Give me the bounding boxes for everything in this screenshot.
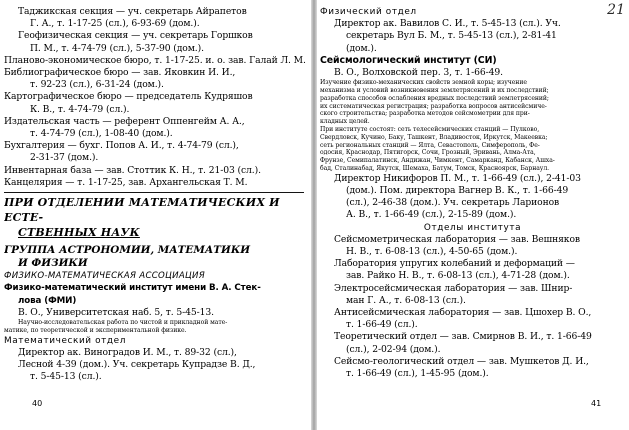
seismo-institute-title: Сейсмологический институт (СИ)	[320, 54, 497, 66]
director-line: (дом.). Пом. директора Вагнер В. К., т. 1-66-49	[346, 184, 569, 196]
math-dept-line: т. 5-45-13 (сл.).	[30, 371, 102, 383]
phys-dept-line: секретарь Вул Б. М., т. 5-45-13 (сл.), 2-81-41	[346, 30, 557, 42]
seismo-description-line: Изучение физико-механических свойств земной коры; изучение	[320, 79, 527, 87]
institute-name-line1: Физико-математический институт имени В. А. Стек-	[4, 283, 261, 294]
directory-entry-line: Издательская часть — референт Оппенгейм А. А.,	[4, 115, 245, 127]
seismo-stations-list	[320, 126, 625, 173]
directory-entry-line: Инвентарная база — зав. Стоттик К. Н., т. 21-03 (сл.).	[4, 164, 261, 176]
station-list-line: одосия, Краснодар, Пятигорск, Сочи, Грозный, Эривань, Алма-Ата,	[320, 149, 536, 157]
right-page	[320, 6, 625, 426]
directory-entry-line: К. В., т. 4-74-79 (сл.).	[30, 103, 130, 115]
directory-entry-line: Бухгалтерия — бухг. Попов А. И., т. 4-74-79 (сл.),	[4, 140, 239, 152]
dept-entry-line: зав. Райко Н. В., т. 6-08-13 (сл.), 4-71-28 (дом.).	[346, 270, 570, 282]
math-dept-lines	[4, 347, 308, 384]
institute-description-line1: Научно-исследовательская работа по чистой и прикладной мате-	[18, 319, 228, 327]
director-line: Директор Никифоров П. М., т. 1-66-49 (сл.), 2-41-03	[334, 172, 581, 184]
math-dept-heading: Математический отдел	[4, 335, 126, 346]
director-line: (сл.), 2-46-38 (дом.). Уч. секретарь Ларионов	[346, 197, 560, 209]
directory-entry-line: Канцелярия — т. 1-17-25, зав. Архангельская Т. М.	[4, 176, 248, 188]
dept-entry-line: Лаборатория упругих колебаний и деформаций —	[334, 258, 575, 270]
left-page	[4, 6, 308, 426]
directory-entry-line: Планово-экономическое бюро, т. 1-17-25. и. о. зав. Галай Л. М.	[4, 54, 306, 66]
dept-entry-line: Н. В., т. 6-08-13 (сл.), 4-50-65 (дом.).	[346, 246, 518, 257]
seismo-description-line: ского строительства; разработка методов сейсмометрии для при-	[320, 110, 530, 118]
math-dept-line: Лесной 4-39 (дом.). Уч. секретарь Купрадзе В. Д.,	[18, 359, 256, 371]
phys-dept-line: Директор ак. Вавилов С. И., т. 5-45-13 (сл.). Уч.	[334, 18, 561, 30]
institute-dept-lines	[320, 234, 625, 380]
directory-entry-line: Таджикская секция — уч. секретарь Айрапетов	[18, 6, 247, 17]
directory-entry-line: Картографическое бюро — председатель Кудряшов	[4, 91, 253, 103]
book-gutter	[311, 0, 317, 430]
institute-depts-heading: Отделы института	[423, 222, 522, 233]
group-heading-line2: И ФИЗИКИ	[18, 257, 88, 270]
phys-dept-heading: Физический отдел	[320, 7, 417, 17]
seismo-description-line: механизма и условий возникновения землетрясений и их последствий;	[320, 87, 549, 95]
dept-entry-line: (сл.), 2-02-94 (дом.).	[346, 343, 441, 355]
section-heading-line2: СТВЕННЫХ НАУК	[18, 226, 140, 240]
directory-entry-line: 2-31-37 (дом.).	[30, 152, 99, 164]
directory-entry-line: Г. А., т. 1-17-25 (сл.), 6-93-69 (дом.).	[30, 18, 200, 30]
left-page-number: 40	[32, 399, 43, 408]
dept-entry-line: т. 1-66-49 (сл.).	[346, 319, 418, 331]
group-heading-line1: ГРУППА АСТРОНОМИИ, МАТЕМАТИКИ	[4, 244, 251, 257]
directory-entry-line: Геофизическая секция — уч. секретарь Горшков	[18, 30, 253, 42]
phys-dept-lines	[320, 18, 625, 55]
directory-entry-line: т. 4-74-79 (сл.), 1-08-40 (дом.).	[30, 128, 173, 140]
station-list-line: сеть региональных станций — Ялта, Севастополь, Симферополь, Фе-	[320, 141, 540, 149]
seismo-description-line: кладных целей.	[320, 118, 370, 126]
corner-handwritten-mark: 21	[607, 2, 625, 18]
institute-address: В. О., Университетская наб. 5, т. 5-45-13.	[18, 306, 214, 318]
station-list-line: бад, Сталинабад, Якутск, Шемаха, Батум, Томск, Красноярск, Барнаул.	[320, 164, 550, 172]
directory-entry-line: т. 92-23 (сл.), 6-31-24 (дом.).	[30, 79, 164, 91]
dept-entry-line: Электросейсмическая лаборатория — зав. Шнир-	[334, 282, 573, 294]
seismo-director-lines	[320, 173, 625, 222]
association-heading: ФИЗИКО-МАТЕМАТИЧЕСКАЯ АССОЦИАЦИЯ	[4, 271, 205, 282]
dept-entry-line: Антисейсмическая лаборатория — зав. Цшохер В. О.,	[334, 307, 592, 319]
math-dept-line: Директор ак. Виноградов И. М., т. 89-32 (сл.),	[18, 346, 237, 358]
director-line: А. В., т. 1-66-49 (сл.), 2-15-89 (дом.).	[346, 209, 517, 221]
institute-description-line2: матике, по теоретической и экспериментальной физике.	[4, 326, 187, 334]
phys-dept-line: (дом.).	[346, 42, 377, 54]
section-rule	[4, 192, 304, 193]
right-page-number: 41	[591, 399, 602, 408]
station-list-line: При институте состоят: сеть телесейсмических станций — Пулково,	[320, 126, 540, 133]
station-list-line: Свердловск, Кучино, Баку, Ташкент, Владивосток, Иркутск, Макеевка;	[320, 133, 548, 141]
institute-name-line2: лова (ФМИ)	[18, 295, 77, 306]
dept-entry-line: т. 1-66-49 (сл.), 1-45-95 (дом.).	[346, 368, 489, 380]
dept-entry-line: Теоретический отдел — зав. Смирнов В. И., т. 1-66-49	[334, 331, 592, 343]
directory-entry-line: П. М., т. 4-74-79 (сл.), 5-37-90 (дом.).	[30, 42, 204, 54]
seismo-institute-address: В. О., Волховской пер. 3, т. 1-66-49.	[334, 67, 503, 79]
section-heading-line1: ПРИ ОТДЕЛЕНИИ МАТЕМАТИЧЕСКИХ И ЕСТЕ-	[4, 196, 280, 225]
seismo-institute-description	[320, 79, 625, 126]
seismo-description-line: их систематическая регистрация; разработка вопросов антисейсмиче-	[320, 102, 547, 110]
left-entries	[4, 6, 308, 189]
seismo-description-line: разработка способов ослабления вредных последствий землетрясений;	[320, 94, 549, 102]
dept-entry-line: Сейсмометрическая лаборатория — зав. Вешняков	[334, 233, 580, 245]
directory-entry-line: Библиографическое бюро — зав. Яковкин И. И.,	[4, 67, 236, 79]
dept-entry-line: Сейсмо-геологический отдел — зав. Мушкетов Д. И.,	[334, 355, 589, 367]
dept-entry-line: ман Г. А., т. 6-08-13 (сл.).	[346, 294, 466, 306]
station-list-line: Фрунзе, Семипалатинск, Андижан, Чимкент, Самарканд, Кабанск, Ашха-	[320, 157, 555, 165]
